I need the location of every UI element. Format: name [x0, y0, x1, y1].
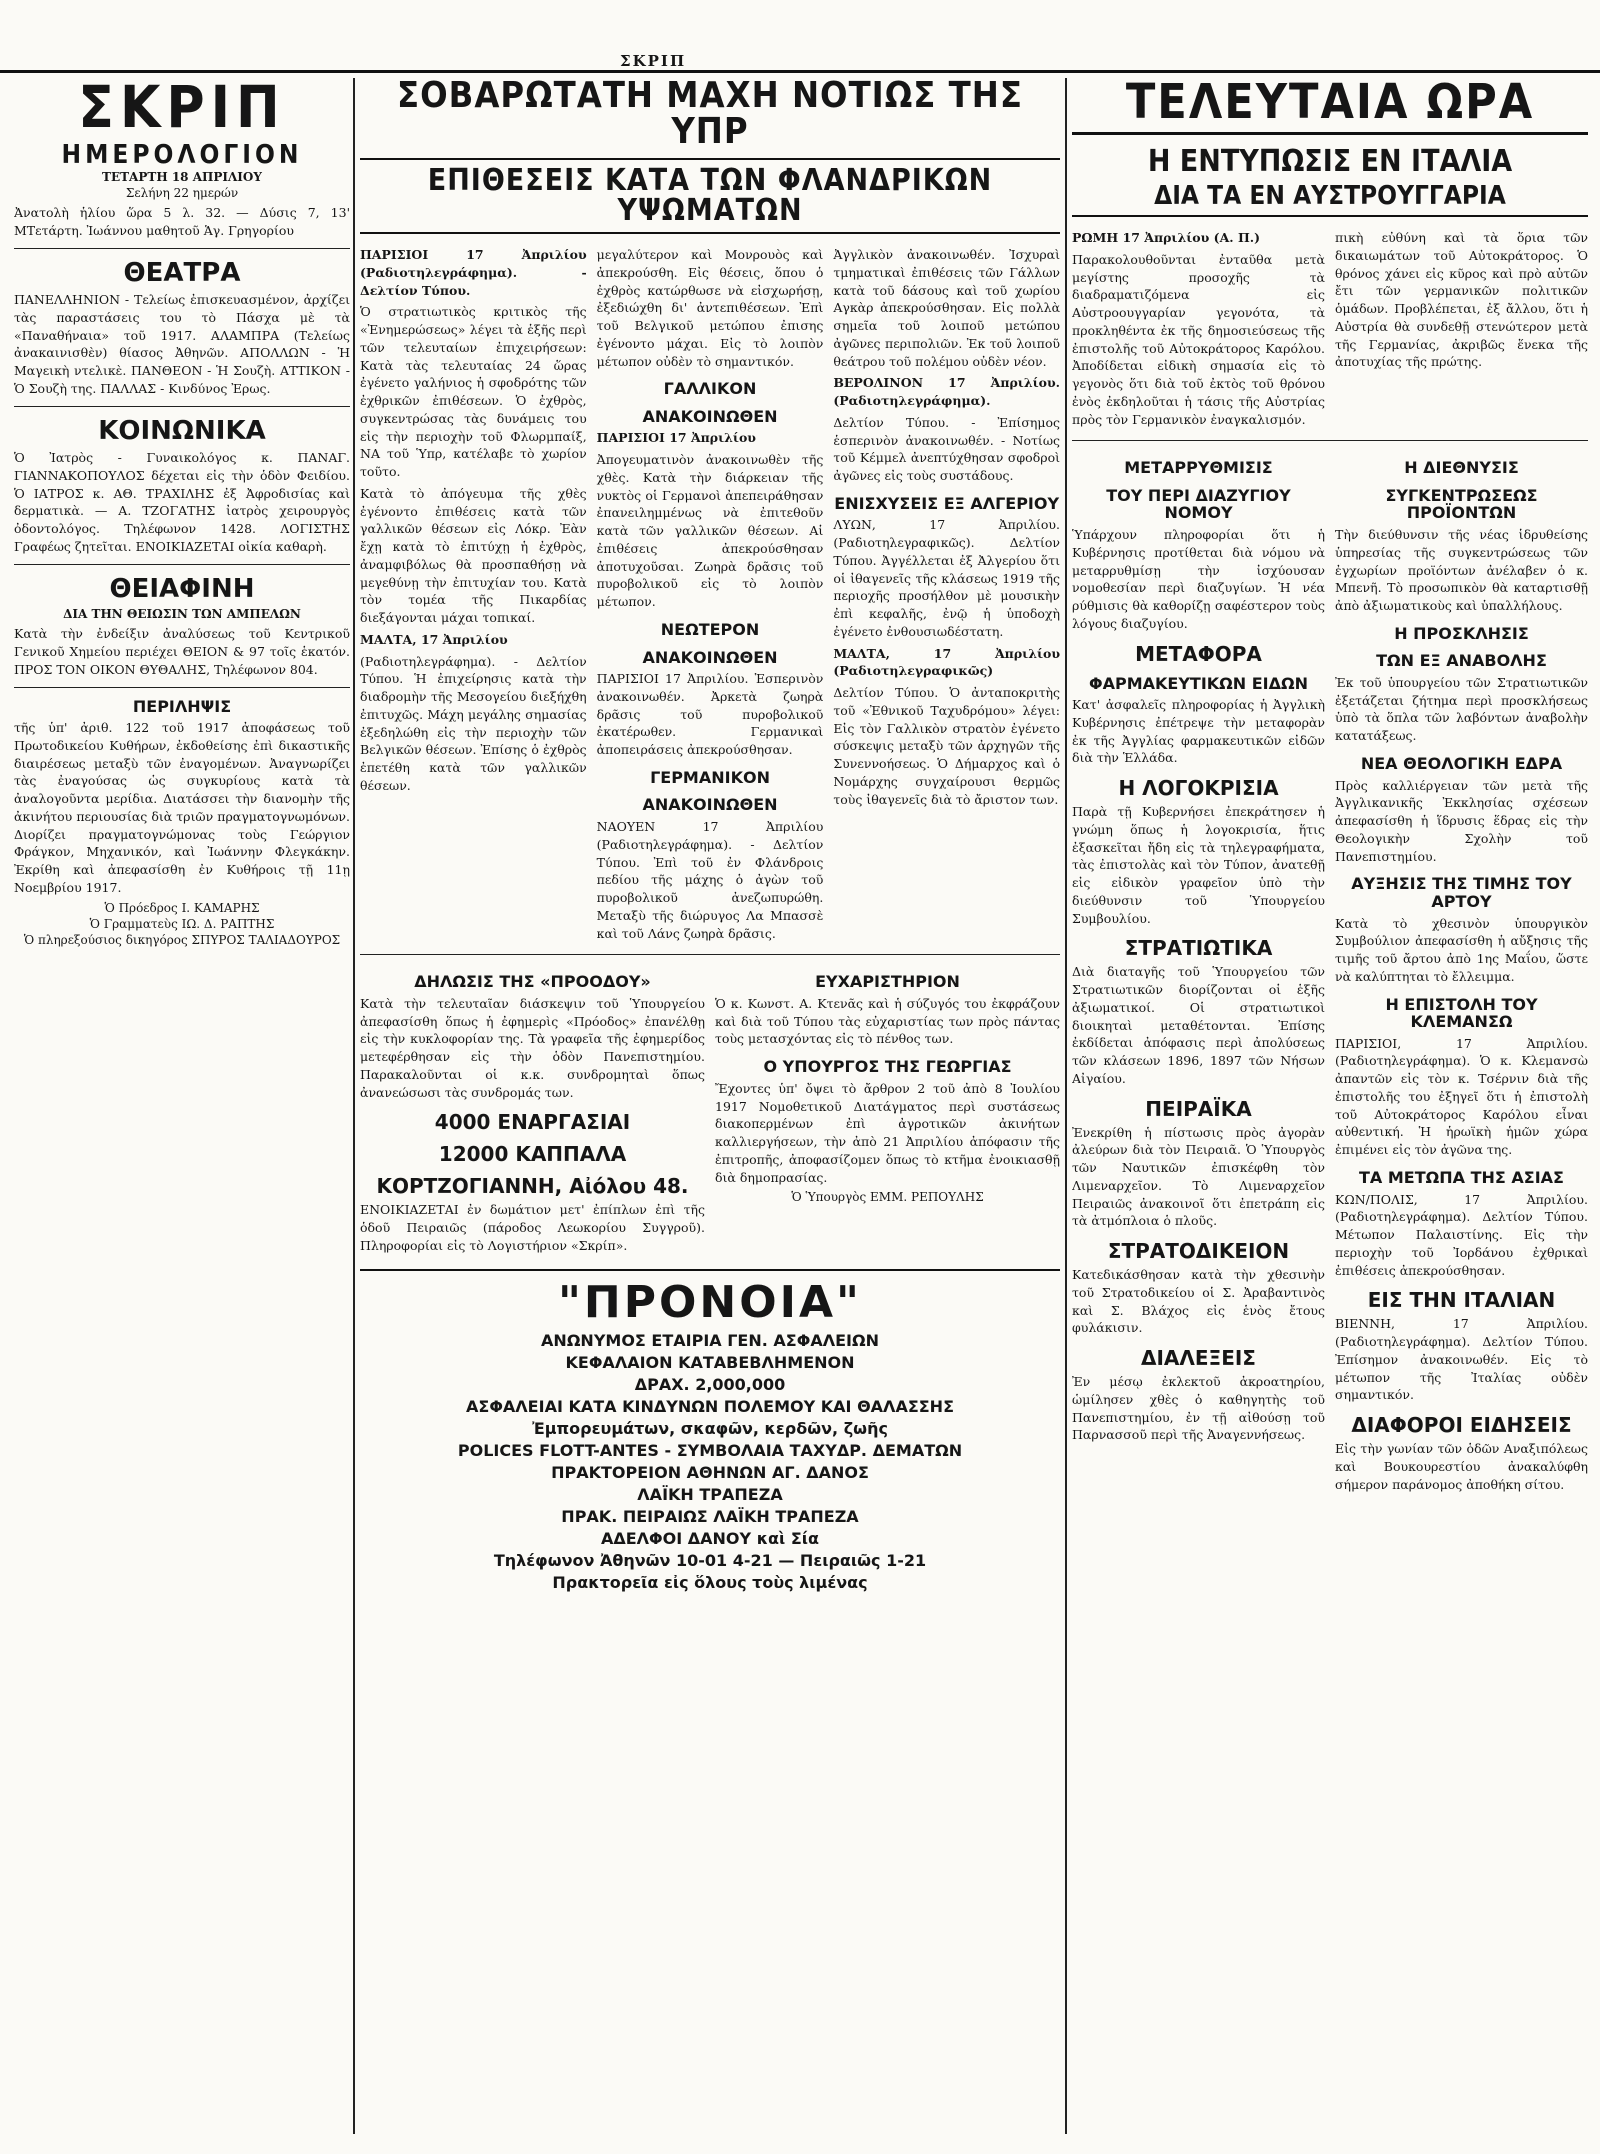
paris-text: Ὁ στρατιωτικὸς κριτικὸς τῆς «Ἐνημερώσεως» λέγει τὰ ἑξῆς περὶ τῶν τελευταίων ἐπιχειρήσεων: Κατὰ τὰς τελευταίας 24 ὥρας ἐγένετο γαλήνιος ἡ σφοδρότης τῶν ἐχθρικῶν ἐπιθέσεων. Ὁ ἐχθρὸς, συγκεντρώσας τὰς δυνάμεις του εἰς τὴν περιοχὴν τοῦ Φλωρμπαίξ, ΝΑ τοῦ Ὑπρ, κατέλαβε τὸ χωρίον τοῦτο.: [360, 304, 587, 479]
georgia-signature: Ὁ Ὑπουργὸς ΕΜΜ. ΡΕΠΟΥΛΗΣ: [791, 1190, 984, 1205]
berlin-text: Δελτίον Τύπου. - Ἐπίσημος ἑσπερινὸν ἀνακοινωθέν. - Νοτίως τοῦ Κέμμελ ἀνεπτύχθησαν σφοδροὶ ἀγῶνες εἰς τοὺς συστάδους.: [833, 414, 1060, 483]
georgia-text: Ἔχοντες ὑπ' ὄψει τὸ ἄρθρον 2 τοῦ ἀπὸ 8 Ἰουλίου 1917 Νομοθετικοῦ Διατάγματος περὶ συστάσεως διακοπερμένων ἐπὶ ἀγροτικῶν ἀκινήτων καλλιεργήσεων, τὴν ἀπὸ 21 Ἀπριλίου ἀπόφασιν τῆς ἐπιτροπῆς, ἀποφασίζομεν ὅπως τὸ κτῆμα ἐνοικιασθῇ διὰ δημοπρασίας.: [715, 1080, 1060, 1185]
italy-front-text: ΒΙΕΝΝΗ, 17 Ἀπριλίου. (Ραδιοτηλεγράφημα). Δελτίον Τύπου. Ἐπίσημον ἀνακοινωθέν. Εἰς τὸ μέτωπον τῆς Ἰταλίας οὐδὲν σημαντικόν.: [1335, 1316, 1588, 1403]
masthead: [0, 0, 1600, 73]
peiraika-text: Ἐνεκρίθη ἡ πίστωσις πρὸς ἀγορὰν ἀλεύρων διὰ τὸν Πειραιᾶ. Ὁ Ὑπουργὸς τῶν Ναυτικῶν ἐπισκέφθη τὸν Λιμεναρχεῖον. Τὸ Λιμεναρχεῖον Πειραιῶς ἀνακοινοῖ ὅτι ἐπετράπη εἰς τὰ ἀτμόπλοια ὁ πλοῦς.: [1072, 1124, 1325, 1229]
theiafini-text: Κατὰ τὴν ἐνδείξιν ἀναλύσεως τοῦ Κεντρικοῦ Γενικοῦ Χημείου περιέχει ΘΕΙΟΝ & 97 τοῖς ἑκατόν. ΠΡΟΣ ΤΟΝ ΟΙΚΟΝ ΘΥΘΑΛΗΣ, Τηλέφωνον 804.: [14, 626, 350, 677]
war-news-col-a: [360, 242, 587, 946]
theology-text: Πρὸς καλλιέργειαν τῶν μετὰ τῆς Ἀγγλικανικῆς Ἐκκλησίας σχέσεων ἀπεφασίσθη ἡ ἵδρυσις ἕδρας εἰς τὴν Θεολογικὴν Σχολὴν τοῦ Πανεπιστημίου.: [1335, 777, 1588, 864]
law-subheading: ΤΟΥ ΠΕΡΙ ΔΙΑΖΥΓΙΟΥ ΝΟΜΟΥ: [1106, 485, 1291, 523]
pronoia-line-8: Τηλέφωνον Ἀθηνῶν 10-01 4-21 — Πειραιῶς 1-21: [493, 1550, 927, 1570]
pronoia-amount: ΔΡΑΧ. 2,000,000: [634, 1374, 786, 1394]
column-rule: [353, 78, 355, 2134]
censor-heading: Η ΛΟΓΟΚΡΙΣΙΑ: [1118, 776, 1279, 801]
italy-headline: Η ΕΝΤΥΠΩΣΙΣ ΕΝ ΙΤΑΛΙΑ: [1147, 144, 1513, 179]
invitation-heading: Η ΠΡΟΣΚΛΗΣΙΣ: [1394, 623, 1529, 643]
french-text: Ἀπογευματινὸν ἀνακοινωθὲν τῆς χθὲς. Κατὰ τὴν διάρκειαν τῆς νυκτὸς οἱ Γερμανοὶ ἀπεπειράθησαν ἐπανειλημμένως νὰ ἐπιτεθοῦν κατὰ τῶν γαλλικῶν θέσεων. Αἱ ἐπιθέσεις ἀπεκρούσθησαν ἀποτυχοῦσαι. Ζωηρὰ δρᾶσις τοῦ πυροβολικοῦ εἰς τὸ λοιπὸν μέτωπον.: [596, 452, 824, 610]
paper-name: ΣΚΡΙΠ: [78, 78, 286, 141]
malta-text: (Ραδιοτηλεγράφημα). - Δελτίον Τύπου. Ἡ ἐπιχείρησις κατὰ τὴν διαδρομὴν τῆς Μεσογείου διεξήχθη ἐπιτυχῶς. Μάχη μεγάλης σημασίας ἐξεδηλώθη εἰς τὴν περιοχὴν τῶν Βελγικῶν θέσεων. Ἐπίσης ὁ ἐχθρὸς ἐπετέθη κατὰ τῶν γαλλικῶν θέσεων.: [360, 653, 587, 793]
pronoia-title: "ΠΡΟΝΟΙΑ": [558, 1276, 862, 1328]
rome-col-b: [1335, 225, 1588, 432]
collection-heading: Η ΔΙΕΘΝΥΣΙΣ: [1404, 458, 1519, 478]
lower-center-left: [360, 963, 705, 1258]
pronoia-line-1: ΑΣΦΑΛΕΙΑΙ ΚΑΤΑ ΚΙΝΔΥΝΩΝ ΠΟΛΕΜΟΥ ΚΑΙ ΘΑΛΑΣΣΗΣ: [466, 1396, 954, 1416]
misc-news-heading: ΔΙΑΦΟΡΟΙ ΕΙΔΗΣΕΙΣ: [1351, 1413, 1572, 1438]
ad-line-2: 12000 ΚΑΠΠΑΛΑ: [438, 1142, 627, 1167]
pronoia-line-2: Ἐμπορευμάτων, σκαφῶν, κερδῶν, ζωῆς: [532, 1418, 888, 1438]
german-heading: ΓΕΡΜΑΝΙΚΟΝ: [650, 767, 770, 787]
divider: [360, 954, 1060, 955]
pronoia-subtitle: ΑΝΩΝΥΜΟΣ ΕΤΑΙΡΙΑ ΓΕΝ. ΑΣΦΑΛΕΙΩΝ: [541, 1330, 879, 1350]
bread-text: Κατὰ τὸ χθεσινὸν ὑπουργικὸν Συμβούλιον ἀπεφασίσθη ἡ αὔξησις τῆς τιμῆς τοῦ ἄρτου ἀπὸ 1ης Μαΐου, ὥστε νὰ καλύπτηται τὸ ἔλλειμμα.: [1335, 915, 1588, 984]
german-text: ΝΑΟΥΕΝ 17 Ἀπριλίου (Ραδιοτηλεγράφημα). - Δελτίον Τύπου. Ἐπὶ τοῦ ἐν Φλάνδροις πεδίου τῆς μάχης ὁ ἀγὼν τοῦ πυροβολικοῦ ἀνεζωπυρώθη. Μεταξὺ τῆς διώρυγος Λα Μπασσὲ καὶ τοῦ Λάνς ζωηρὰ δρᾶσις.: [596, 819, 824, 941]
lower-center-right: [715, 963, 1060, 1258]
right-news-col-b: [1335, 449, 1588, 1497]
military-heading: ΣΤΡΑΤΙΩΤΙΚΑ: [1124, 936, 1273, 961]
german-subheading: ΑΝΑΚΟΙΝΩΘΕΝ: [642, 795, 778, 815]
signature-lawyer: Ὁ πληρεξούσιος δικηγόρος ΣΠΥΡΟΣ ΤΑΛΙΑΔΟΥΡΟΣ: [23, 932, 341, 947]
right-news-block: [1072, 449, 1588, 1497]
theatre-heading: ΘΕΑΤΡΑ: [123, 257, 241, 288]
pharma-heading: ΜΕΤΑΦΟΡΑ: [1135, 641, 1262, 666]
french-subheading: ΑΝΑΚΟΙΝΩΘΕΝ: [642, 406, 778, 426]
rome-block: [1072, 225, 1588, 432]
collection-subheading: ΣΥΓΚΕΝΤΡΩΣΕΩΣ ΠΡΟΪΟΝΤΩΝ: [1385, 485, 1538, 523]
last-hour-headline: ΤΕΛΕΥΤΑΙΑ ΩΡΑ: [1072, 78, 1588, 135]
calendar-date: ΤΕΤΑΡΤΗ 18 ΑΠΡΙΛΙΟΥ: [102, 170, 262, 184]
pronoia-line-4: ΠΡΑΚΤΟΡΕΙΟΝ ΑΘΗΝΩΝ ΑΓ. ΔΑΝΟΣ: [551, 1462, 869, 1482]
malta2-text: Δελτίον Τύπου. Ὁ ἀνταποκριτὴς τοῦ «Ἐθνικοῦ Ταχυδρόμου» λέγει: Εἰς τὸν Γαλλικὸν στρατὸν ἐγένετο σύσκεψις μεταξὺ τῶν ἀρχηγῶν τῆς Συνεννοήσεως. Ὁ Δήμαρχος καὶ ὁ Νομάρχης συγχαίρουσι θερμῶς τοὺς ἰθαγενεῖς διὰ τὸ ἄριστον των.: [833, 685, 1060, 807]
court-martial-text: Κατεδικάσθησαν κατὰ τὴν χθεσινὴν τοῦ Στρατοδικείου οἱ Σ. Ἀραβαντινὸς καὶ Σ. Βλάχος εἰς ἑνὸς ἔτους φυλάκισιν.: [1072, 1267, 1325, 1336]
signature-president: Ὁ Πρόεδρος Ι. ΚΑΜΑΡΗΣ: [104, 900, 260, 915]
misc-news-text: Εἰς τὴν γωνίαν τῶν ὁδῶν Αναξιπόλεως καὶ Βουκουρεστίου ἀνακαλύφθη σήμερον παράνομος ἀποθήκη σίτου.: [1335, 1441, 1588, 1492]
pronoia-line-6: ΠΡΑΚ. ΠΕΙΡΑΙΩΣ ΛΑΪΚΗ ΤΡΑΠΕΖΑ: [561, 1506, 859, 1526]
prodos-text: Κατὰ τὴν τελευταῖαν διάσκεψιν τοῦ Ὑπουργείου ἀπεφασίσθη ὅπως ἡ ἐφημερὶς «Πρόοδος» ἐπανέλθῃ εἰς τὴν κυκλοφορίαν της. Τὰ γραφεῖα τῆς ἐφημερίδος μετεφέρθησαν εἰς τὴν ὁδὸν Πανεπιστημίου. Παρακαλοῦνται οἱ κ.κ. συνδρομηταὶ ὅπως ἀνανεώσωσι τὰς συνδρομάς των.: [360, 995, 705, 1100]
italy-front-heading: ΕΙΣ ΤΗΝ ΙΤΑΛΙΑΝ: [1367, 1288, 1556, 1313]
signature-secretary: Ὁ Γραμματεὺς ΙΩ. Δ. ΡΑΠΤΗΣ: [89, 916, 275, 931]
right-column: [1072, 78, 1588, 2134]
theiafini-subheading: ΔΙΑ ΤΗΝ ΘΕΙΩΣΙΝ ΤΩΝ ΑΜΠΕΛΩΝ: [63, 607, 301, 622]
algeria-heading: ΕΝΙΣΧΥΣΕΙΣ ΕΞ ΑΛΓΕΡΙΟΥ: [834, 493, 1060, 513]
rome-col-a: [1072, 225, 1325, 432]
war-news-col-c: [833, 242, 1060, 946]
column-rule: [1065, 78, 1067, 2134]
war-news-col-b: [597, 242, 824, 946]
pharma-subheading: ΦΑΡΜΑΚΕΥΤΙΚΩΝ ΕΙΔΩΝ: [1088, 673, 1308, 693]
rome-dateline: ΡΩΜΗ 17 Ἀπριλίου (Α. Π.): [1072, 230, 1261, 245]
french-dateline: ΠΑΡΙΣΙΟΙ 17 Ἀπριλίου: [596, 430, 756, 446]
pronoia-capital: ΚΕΦΑΛΑΙΟΝ ΚΑΤΑΒΕΒΛΗΜΕΝΟΝ: [565, 1352, 855, 1372]
newer-text: ΠΑΡΙΣΙΟΙ 17 Ἀπριλίου. Ἑσπερινὸν ἀνακοινωθέν. Ἀρκετὰ ζωηρὰ δρᾶσις τοῦ πυροβολικοῦ ἐκατέρωθεν. Γερμανικαὶ ἀποπειράσεις ἀπεκρούσθησαν.: [596, 671, 824, 758]
right-news-col-a: [1072, 449, 1325, 1497]
calendar-text: Ἀνατολὴ ἡλίου ὥρα 5 λ. 32. — Δύσις 7, 13' ΜΤετάρτη. Ἰωάννου μαθητοῦ Ἁγ. Γρηγορίου: [14, 205, 350, 238]
main-headline: ΣΟΒΑΡΩΤΑΤΗ ΜΑΧΗ ΝΟΤΙΩΣ ΤΗΣ ΥΠΡ: [397, 78, 1023, 152]
court-martial-heading: ΣΤΡΑΤΟΔΙΚΕΙΟΝ: [1107, 1239, 1290, 1264]
georgia-heading: Ο ΥΠΟΥΡΓΟΣ ΤΗΣ ΓΕΩΡΓΙΑΣ: [763, 1057, 1012, 1077]
perilipsis-heading: ΠΕΡΙΛΗΨΙΣ: [132, 696, 232, 716]
paris-text-2: Κατὰ τὸ ἀπόγευμα τῆς χθὲς ἐγένοντο ἐπιθέσεις κατὰ τῶν γαλλικῶν θέσεων εἰς Λόκρ. Ἐὰν ἔχῃ κατὰ τὸ ἐπιτύχῃ ἡ ἐχθρὸς, ἀναμφιβόλως θὰ προσπαθήσῃ νὰ μεγεθύνῃ τὴν ἐπιτυχίαν του. Κατὰ τὸν τομέα τῆς Πικαρδίας διεξάγονται μάχαι τοπικαί.: [360, 485, 587, 625]
newer-heading: ΝΕΩΤΕΡΟΝ: [660, 619, 760, 639]
law-text: Ὑπάρχουν πληροφορίαι ὅτι ἡ Κυβέρνησις προτίθεται διὰ νόμου νὰ μεταρρυθμίσῃ τὴν ἰσχύουσαν νομοθεσίαν περὶ διαζυγίων. Ἡ νέα ρύθμισις θὰ καθορίζῃ σαφέστερον τοὺς λόγους διαζυγίου.: [1072, 527, 1325, 631]
thanks-text: Ὁ κ. Κωνστ. Α. Κτενᾶς καὶ ἡ σύζυγός του ἐκφράζουν καὶ διὰ τοῦ Τύπου τὰς εὐχαριστίας των πρὸς πάντας τοὺς μετασχόντας εἰς τὸ πένθος των.: [715, 995, 1060, 1047]
lectures-text: Ἐν μέσῳ ἐκλεκτοῦ ἀκροατηρίου, ὡμίλησεν χθὲς ὁ καθηγητὴς τοῦ Πανεπιστημίου, ἐν τῇ αἰθούσῃ τοῦ Παρνασσοῦ περὶ τῆς Ἀναγεννήσεως.: [1072, 1374, 1325, 1443]
malta-dateline: ΜΑΛΤΑ, 17 Ἀπριλίου: [360, 631, 508, 647]
prodos-heading: ΔΗΛΩΣΙΣ ΤΗΣ «ΠΡΟΟΔΟΥ»: [414, 972, 651, 992]
law-heading: ΜΕΤΑΡΡΥΘΜΙΣΙΣ: [1124, 458, 1273, 478]
pronoia-line-3: POLICES FLOTT-ANTES - ΣΥΜΒΟΛΑΙΑ ΤΑΧΥΔΡ. ΔΕΜΑΤΩΝ: [457, 1440, 963, 1460]
divider: [1072, 440, 1588, 441]
invitation-subheading: ΤΩΝ ΕΞ ΑΝΑΒΟΛΗΣ: [1376, 651, 1547, 671]
divider: [14, 564, 350, 565]
pronoia-line-5: ΛΑΪΚΗ ΤΡΑΠΕΖΑ: [637, 1484, 783, 1504]
invitation-text: Ἐκ τοῦ ὑπουργείου τῶν Στρατιωτικῶν ἐξετάζεται ζήτημα περὶ προσκλήσεως ὑπὸ τὰ ὅπλα τῶν λαβόντων ἀναβολὴν κατατάξεως.: [1335, 674, 1588, 744]
malta2-dateline: ΜΑΛΤΑ, 17 Ἀπριλίου (Ραδιοτηλεγραφικῶς): [833, 645, 1060, 679]
theatre-text: ΠΑΝΕΛΛΗΝΙΟΝ - Τελείως ἐπισκευασμένον, ἀρχίζει τὰς παραστάσεις του τὸ Πάσχα μὲ τὰ «Παναθήναια» τοῦ 1917. ΑΛΑΜΠΡΑ (Τελείως ἀνακαινισθὲν) θίασος Ἀθηνῶν. ΑΠΟΛΛΩΝ - Ἡ Μαγεικὴ ντελικὲ. ΠΑΝΘΕΟΝ - Ἡ Σουζὴ. ΑΤΤΙΚΟΝ - Ὁ Σουζὴ της. ΠΑΛΛΑΣ - Κινδύνος Ἐρως.: [14, 292, 350, 396]
divider: [14, 406, 350, 407]
collection-text: Τὴν διεύθυνσιν τῆς νέας ἱδρυθείσης ὑπηρεσίας τῆς συγκεντρώσεως τῶν ἐγχωρίων προϊόντων ἀνέλαβεν ὁ κ. Μπενῆ. Τὸ προσωπικὸν θὰ καταρτισθῇ ἀπὸ ἀξιωματικοὺς καὶ ὑπαλλήλους.: [1335, 527, 1588, 614]
rome-text-2: πικὴ εὐθύνη καὶ τὰ ὅρια τῶν δικαιωμάτων τοῦ Αὐτοκράτορος. Ὁ θρόνος χάνει εἰς κῦρος καὶ πρὸ αὐτῶν ἔτι τῶν γερμανικῶν πολιτικῶν ὁμάδων. Προβλέπεται, ἐξ ἄλλου, ὅτι ἡ Αὐστρία θὰ συνδεθῇ στενώτερον μετὰ τῆς Γερμανίας, ἀκριβῶς ἕνεκα τῆς ἀποτυχίας τῆς πρώτης.: [1335, 230, 1588, 370]
pharma-text: Κατ' ἀσφαλεῖς πληροφορίας ἡ Ἀγγλικὴ Κυβέρνησις ἐπέτρεψε τὴν μεταφορὰν ἐκ τῆς Ἀγγλίας φαρμακευτικῶν εἰδῶν διὰ τὴν Ἑλλάδα.: [1072, 697, 1325, 766]
calendar-title: ΗΜΕΡΟΛΟΓΙΟΝ: [61, 140, 303, 170]
center-column: [360, 78, 1060, 2134]
masthead-title: ΣΚΡΙΠ: [620, 52, 687, 70]
perilipsis-text: τῆς ὑπ' ἀριθ. 122 τοῦ 1917 ἀποφάσεως τοῦ Πρωτοδικείου Κυθήρων, ἐκδοθείσης ἐπὶ δικαστικῆς διαιρέσεως μεταξὺ τῶν ἐναγομένων. Ἀναγνωρίζει τὰς ἐναγούσας ὡς συγκυρίους κατὰ τὰ ἀναλογοῦντα μερίδια. Διατάσσει τὴν διανομὴν τῆς ἀκινήτου περιουσίας διὰ τριῶν πραγματογνωμόνων. Διορίζει πραγματογνώμονας τοὺς Γεώργιον Φράγκον, Μηχανικόν, καὶ Ἰωάννην Φλεγκάκην. Ἐκρίθη καὶ ἀπεφασίσθη ἐν Κυθήροις τῇ 11ῃ Νοεμβρίου 1917.: [14, 720, 350, 895]
lower-center-block: [360, 963, 1060, 1258]
newer-subheading: ΑΝΑΚΟΙΝΩΘΕΝ: [642, 647, 778, 667]
continued-text: μεγαλύτερον καὶ Μονρουὸς καὶ ἀπεκρούσθη. Εἰς θέσεις, ὅπου ὁ ἐχθρὸς κατώρθωσε νὰ εἰσχωρήσῃ, ἐξεδιώχθη δι' ἀντεπιθέσεων. Ἐπὶ τοῦ Βελγικοῦ μετώπου ἐπισης ἐγένοντο μάχαι. Εἰς τὸ λοιπὸν μέτωπον οὐδὲν τὸ σημαντικόν.: [596, 247, 824, 369]
french-heading: ΓΑΛΛΙΚΟΝ: [663, 379, 757, 399]
bread-heading: ΑΥΞΗΣΙΣ ΤΗΣ ΤΙΜΗΣ ΤΟΥ ΑΡΤΟΥ: [1351, 874, 1572, 911]
paris-dateline: ΠΑΡΙΣΙΟΙ 17 Ἀπριλίου (Ραδιοτηλεγράφημα). - Δελτίον Τύπου.: [360, 247, 587, 298]
algeria-text: ΛΥΩΝ, 17 Ἀπριλίου. (Ραδιοτηλεγραφικῶς). Δελτίον Τύπου. Ἀγγέλλεται ἐξ Ἀλγερίου ὅτι οἱ ἰθαγενεῖς τῆς κλάσεως 1919 τῆς περιοχῆς προσήλθον μὲ μουσικὴν ἐπὶ κεφαλῆς, ἐνῷ ἡ ὑποδοχὴ ἐγένετο ἐνθουσιωδέστατη.: [833, 517, 1060, 639]
austria-headline: ΔΙΑ ΤΑ ΕΝ ΑΥΣΤΡΟΥΓΓΑΡΙΑ: [1072, 183, 1588, 217]
thanks-heading: ΕΥΧΑΡΙΣΤΗΡΙΟΝ: [815, 972, 960, 992]
pronoia-line-9: Πρακτορεῖα εἰς ὅλους τοὺς λιμένας: [552, 1572, 868, 1592]
theiafini-heading: ΘΕΙΑΦΙΝΗ: [109, 573, 255, 604]
divider: [14, 687, 350, 688]
asia-heading: ΤΑ ΜΕΤΩΠΑ ΤΗΣ ΑΣΙΑΣ: [1359, 1167, 1564, 1187]
war-news-block: [360, 242, 1060, 946]
clemenceau-text: ΠΑΡΙΣΙΟΙ, 17 Ἀπριλίου. (Ραδιοτηλεγράφημα). Ὁ κ. Κλεμανσὼ ἀπαντῶν εἰς τὸν κ. Τσέρνιν διὰ τῆς ἐπιστολῆς του ἐξηγεῖ ὅτι ἡ ἐπιστολὴ τοῦ Αὐτοκράτορος Καρόλου εἶναι αὐθεντική. Ἡ ἡρωϊκὴ ἡμῶν χώρα ἐπιμένει εἰς τὸν ἀγῶνα της.: [1335, 1035, 1588, 1158]
divider: [14, 248, 350, 249]
ad-line-3: ΚΟΡΤΖΟΓΙΑΝΝΗ, Αἰόλου 48.: [376, 1174, 689, 1199]
ad-line-1: 4000 ΕΝΑΡΓΑΣΙΑΙ: [434, 1110, 631, 1135]
censor-text: Παρὰ τῇ Κυβερνήσει ἐπεκράτησεν ἡ γνώμη ὅπως ἡ λογοκρισία, ἥτις ἐξασκεῖται ἤδη εἰς τὰ τηλεγραφήματα, τὰς ἐπιστολὰς καὶ τὸν Τύπον, ἀνατεθῇ εἰς εἰδικὸν γραφεῖον ὑπὸ τὴν διεύθυνσιν τοῦ Ὑπουργείου Συμβουλίου.: [1072, 804, 1325, 926]
military-text: Διὰ διαταγῆς τοῦ Ὑπουργείου τῶν Στρατιωτικῶν διορίζονται οἱ ἑξῆς ἀξιωματικοί. Οἱ στρατιωτικοὶ διοικηταὶ μεταθέτονται. Ἐπίσης ἐκδίδεται ἀπόφασις περὶ ἀπολύσεως τῶν κλάσεων 1896, 1897 τῶν Νήσων Αἰγαίου.: [1072, 964, 1325, 1086]
asia-text: ΚΩΝ/ΠΟΛΙΣ, 17 Ἀπριλίου. (Ραδιοτηλεγράφημα). Δελτίον Τύπου. Μέτωπον Παλαιστίνης. Εἰς τὴν περιοχὴν τοῦ Ἰορδάνου ἐχθρικαὶ ἐπιθέσεις ἀπεκρούσθησαν.: [1335, 1191, 1588, 1278]
berlin-dateline: ΒΕΡΟΛΙΝΟΝ 17 Ἀπριλίου. (Ραδιοτηλεγράφημα).: [833, 375, 1060, 408]
pronoia-advertisement: [360, 1269, 1060, 1592]
lectures-heading: ΔΙΑΛΕΞΕΙΣ: [1141, 1346, 1256, 1371]
rent-ad-text: ΕΝΟΙΚΙΑΖΕΤΑΙ ἐν δωμάτιον μετ' ἐπίπλων ἐπὶ τῆς ὁδοῦ Πειραιῶς (πάροδος Λεωκορίου Συγγροῦ). Πληροφορίαι εἰς τὸ Λογιστήριον «Σκρίπ».: [360, 1202, 705, 1253]
pronoia-line-7: ΑΔΕΛΦΟΙ ΔΑΝΟΥ καὶ Σία: [600, 1528, 820, 1548]
rome-text: Παρακολουθοῦνται ἐνταῦθα μετὰ μεγίστης προσοχῆς τὰ διαδραματιζόμενα εἰς Αὐστροουγγαρίαν γεγονότα, τὰ προκληθέντα ἐκ τῆς δημοσιεύσεως τῆς ἐπιστολῆς τοῦ Αὐτοκράτορος Καρόλου. Ἀποδίδεται εἰδικὴ σημασία εἰς τὸ γεγονὸς ὅτι διὰ τοῦ ἐκτὸς τοῦ θρόνου ἐνὸς ἐκδηλοῦται ἡ τάσις τῆς Αὐστρίας πρὸς τὸν Γερμανικὸν ἐναγκαλισμόν.: [1072, 251, 1325, 427]
clemenceau-heading: Η ΕΠΙΣΤΟΛΗ ΤΟΥ ΚΛΕΜΑΝΣΩ: [1385, 994, 1538, 1032]
english-text: Ἀγγλικὸν ἀνακοινωθέν. Ἰσχυραὶ τμηματικαὶ ἐπιθέσεις τῶν Γάλλων κατὰ τοῦ δάσους καὶ τοῦ χωρίου Αγκὰρ ἀπεκρούσθησαν. Εἰς πολλὰ σημεῖα τοῦ λοιποῦ μετώπου ἀγῶνες περιπολιῶν. Ἐκ τοῦ λοιποῦ θεάτρου τοῦ πολέμου οὐδὲν νέον.: [833, 247, 1060, 369]
left-column: [14, 78, 350, 2134]
calendar-moon: Σελήνη 22 ημερών: [125, 186, 239, 200]
theology-heading: ΝΕΑ ΘΕΟΛΟΓΙΚΗ ΕΔΡΑ: [1360, 753, 1563, 773]
sub-headline: ΕΠΙΘΕΣΕΙΣ ΚΑΤΑ ΤΩΝ ΦΛΑΝΔΡΙΚΩΝ ΥΨΩΜΑΤΩΝ: [360, 158, 1060, 234]
peiraika-heading: ΠΕΙΡΑΪΚΑ: [1145, 1096, 1252, 1121]
social-heading: ΚΟΙΝΩΝΙΚΑ: [98, 415, 266, 446]
social-text: Ὁ Ἰατρὸς - Γυναικολόγος κ. ΠΑΝΑΓ. ΓΙΑΝΝΑΚΟΠΟΥΛΟΣ δέχεται εἰς τὴν ὁδὸν Φειδίου. Ὁ ΙΑΤΡΟΣ κ. ΑΘ. ΤΡΑΧΙΛΗΣ ἐξ Ἀφροδισίας καὶ δερματικὰ. — Α. ΤΖΟΓΑΤΗΣ ἰατρὸς χειρουργὸς ὀδοντολόγος. Τηλέφωνον 1428. ΛΟΓΙΣΤΗΣ Γραφέως ζητεῖται. ΕΝΟΙΚΙΑΖΕΤΑΙ οἰκία καθαρὴ.: [14, 450, 350, 554]
